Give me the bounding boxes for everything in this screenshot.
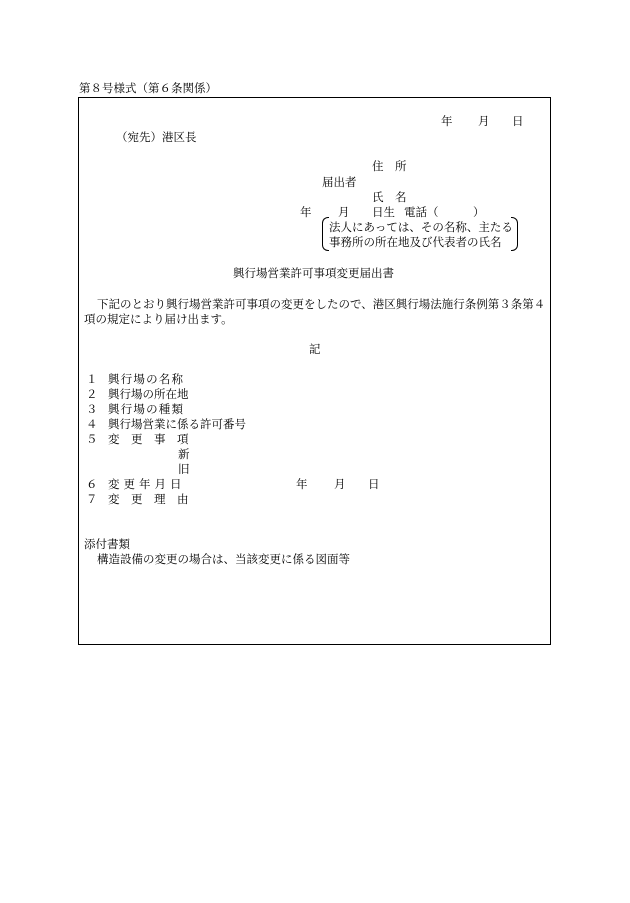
body-line1: 下記のとおり興行場営業許可事項の変更をしたので、港区興行場法施行条例第３条第４ <box>97 297 546 311</box>
body-line2: 項の規定により届け出ます。 <box>84 312 233 326</box>
item-number: ７ <box>86 492 98 506</box>
change-date-year: 年 <box>296 477 308 491</box>
date-month: 月 <box>478 114 490 128</box>
form-number: 第８号様式（第６条関係） <box>79 81 217 95</box>
birth-month: 月 <box>338 205 350 219</box>
change-date-month: 月 <box>334 477 346 491</box>
item-label-change-reason: 変 更 理 由 <box>108 492 189 506</box>
date-day: 日 <box>512 114 524 128</box>
phone-label: 電話（ ） <box>404 205 485 219</box>
corporation-note-line1: 法人にあっては、その名称、主たる <box>329 220 513 234</box>
name-label: 氏 名 <box>372 190 407 204</box>
item-label-theater-name: 興行場の名称 <box>108 372 185 386</box>
item-number: ２ <box>86 387 98 401</box>
item-label-changed-matters: 変 更 事 項 <box>108 432 189 446</box>
change-new-label: 新 <box>178 447 190 461</box>
addressee: （宛先）港区長 <box>116 130 197 144</box>
item-label-theater-type: 興行場の種類 <box>108 402 185 416</box>
item-number: ３ <box>86 402 98 416</box>
item-number: ６ <box>86 477 98 491</box>
notifier-label: 届出者 <box>322 175 357 189</box>
item-label-theater-location: 興行場の所在地 <box>108 387 189 401</box>
change-date-day: 日 <box>368 477 380 491</box>
date-year: 年 <box>441 114 453 128</box>
ki-mark: 記 <box>309 342 321 356</box>
item-label-change-date: 変更年月日 <box>108 477 186 491</box>
address-label: 住 所 <box>372 159 407 173</box>
change-old-label: 旧 <box>178 462 190 476</box>
document-title: 興行場営業許可事項変更届出書 <box>233 266 394 280</box>
item-number: ５ <box>86 432 98 446</box>
item-number: ４ <box>86 417 98 431</box>
attachments-text: 構造設備の変更の場合は、当該変更に係る図面等 <box>97 552 350 566</box>
item-number: １ <box>86 372 98 386</box>
attachments-label: 添付書類 <box>84 537 130 551</box>
corporation-note-left-bracket <box>322 217 329 251</box>
item-label-permit-number: 興行場営業に係る許可番号 <box>108 417 246 431</box>
birth-year: 年 <box>300 205 312 219</box>
birth-day-suffix: 日生 <box>372 205 395 219</box>
corporation-note-line2: 事務所の所在地及び代表者の氏名 <box>329 235 502 249</box>
